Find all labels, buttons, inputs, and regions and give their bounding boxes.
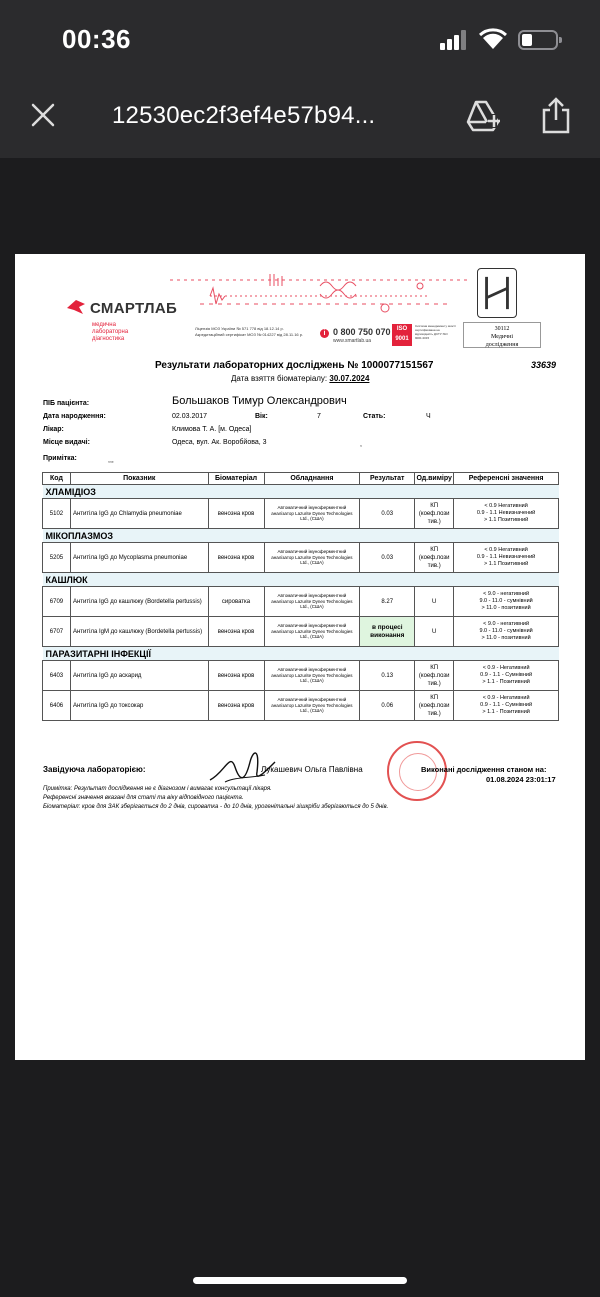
info-icon: i xyxy=(320,329,329,338)
iso-badge: ISO 9001 xyxy=(392,324,412,346)
website: www.smartlab.ua xyxy=(333,338,372,344)
table-row: 5205 Антитіла IgG до Mycoplasma pneumoniae венозна кров Автоматичний імуноферментний аналізатор Lazurite Dynex Technologies Ltd., (США) 0.03 КП (коеф.пози тив.) < 0.9 Негативний 0.9 - 1.1 Невизначений > 1.1 Позитивний xyxy=(43,543,559,573)
table-row: 6709 Антитіла IgG до кашлюку (Bordetella pertussis) сироватка Автоматичний імуноферментний аналізатор Lazurite Dynex Technologies Ltd., (США) 8.27 U < 9.0 - негативний 9.0 - 11.0 - сумнівний > 11.0 - позитивний xyxy=(43,587,559,617)
sample-date: Дата взяття біоматеріалу: 30.07.2024 xyxy=(231,374,370,383)
brand-subtitle: медична лабораторна діагностика xyxy=(92,322,129,342)
wifi-icon xyxy=(479,28,507,50)
table-row: 6707 Антитіла IgM до кашлюку (Bordetella pertussis) венозна кров Автоматичний імуноферментний аналізатор Lazurite Dynex Technologies Ltd., (США) в процесі виконання U < 9.0 - негативний 9.0 - 11.0 - сумнівний > 11.0 - позитивний xyxy=(43,617,559,647)
dob-label: Дата народження: xyxy=(43,413,106,420)
age-label: Вік: xyxy=(255,413,268,420)
doctor-label: Лікар: xyxy=(43,426,64,433)
group-row: ХЛАМІДІОЗ xyxy=(43,485,559,499)
status-time: 00:36 xyxy=(62,24,131,54)
col-test: Показник xyxy=(70,473,208,485)
place-label: Місце видачі: xyxy=(43,439,90,446)
share-icon[interactable] xyxy=(540,96,572,134)
report-title: Результати лабораторних досліджень № 1000077151567 xyxy=(155,360,434,371)
col-result: Результат xyxy=(360,473,415,485)
place-value: Одеса, вул. Ак. Воробйова, 3 xyxy=(172,439,267,446)
group-row: МІКОПЛАЗМОЗ xyxy=(43,529,559,543)
pending-result: в процесі виконання xyxy=(360,617,415,647)
table-row: 5102 Антитіла IgG до Chlamydia pneumoniae венозна кров Автоматичний імуноферментний аналізатор Lazurite Dynex Technologies Ltd., (США) 0.03 КП (коеф.пози тив.) < 0.9 Негативний 0.9 - 1.1 Невизначений > 1.1 Позитивний xyxy=(43,499,559,529)
group-row: ПАРАЗИТАРНІ ІНФЕКЦІЇ xyxy=(43,647,559,661)
file-title: 12530ec2f3ef4e57b94... xyxy=(112,102,376,129)
age-value: 7 xyxy=(317,413,321,420)
results-table xyxy=(42,472,559,721)
note-label: Примітка: xyxy=(43,455,77,462)
cellular-signal-icon xyxy=(440,30,468,50)
viewer-toolbar xyxy=(0,78,600,158)
col-unit: Од.виміру xyxy=(415,473,454,485)
decorative-lab-graphic xyxy=(170,272,470,314)
brand-name: СМАРТЛАБ xyxy=(90,300,178,317)
close-icon[interactable] xyxy=(30,102,56,128)
document-page xyxy=(15,254,585,1060)
patient-name-label: ПІБ пацієнта: xyxy=(43,400,90,407)
done-label: Виконані дослідження станом на: xyxy=(421,765,547,774)
group-row: КАШЛЮК xyxy=(43,573,559,587)
col-reference: Референсні значення xyxy=(454,473,559,485)
add-to-drive-icon[interactable] xyxy=(464,98,502,132)
smartlab-bird-icon xyxy=(65,296,87,318)
col-code: Код xyxy=(43,473,71,485)
done-value: 01.08.2024 23:01:17 xyxy=(486,775,556,784)
battery-icon xyxy=(518,30,558,50)
footer-notes: Примітка: Результат дослідження не є діагнозом і вимагає консультації лікаря. Референсні значення вказані для статі та віку відповідного пацієнта. Біоматеріал: кров для ЗАК зберігається до 2 днів, сироватка - до 10 днів, урогенітальні зішкріби зберігаються до 5 днів. xyxy=(43,786,389,810)
note-value: ,,, xyxy=(108,457,114,464)
dob-value: 02.03.2017 xyxy=(172,413,208,420)
status-bar xyxy=(0,0,600,78)
head-name: Лукашевич Ольга Павлівна xyxy=(261,765,363,774)
patient-name: Большаков Тимур Олександрович xyxy=(172,395,347,407)
hotline: i 0 800 750 070 xyxy=(320,327,391,338)
sex-label: Стать: xyxy=(363,413,386,420)
table-row: 6403 Антитіла IgG до аскарид венозна кров Автоматичний імуноферментний аналізатор Lazurite Dynex Technologies Ltd., (США) 0.13 КП (коеф.пози тив.) < 0.9 - Негативний 0.9 - 1.1 - Сумнівний > 1.1 - Позитивний xyxy=(43,661,559,691)
table-row: 6406 Антитіла IgG до токсокар венозна кров Автоматичний імуноферментний аналізатор Lazurite Dynex Technologies Ltd., (США) 0.06 КП (коеф.пози тив.) < 0.9 - Негативний 0.9 - 1.1 - Сумнівний > 1.1 - Позитивний xyxy=(43,691,559,721)
head-label: Завідуюча лабораторією: xyxy=(43,765,146,774)
col-equipment: Обладнання xyxy=(264,473,360,485)
col-biomaterial: Біоматеріал xyxy=(208,473,264,485)
place-extra: , xyxy=(360,441,362,448)
med-accreditation: 30112 Медичні дослідження xyxy=(463,322,541,348)
report-number: 33639 xyxy=(531,360,557,370)
home-indicator[interactable] xyxy=(193,1277,407,1284)
license-text: Ліцензія МОЗ України № 571 778 від 18.12.14 р. Акредитаційний сертифікат МОЗ № 014227 від 28.11.16 р. xyxy=(195,326,304,337)
sex-value: Ч xyxy=(426,413,431,420)
table-header-row xyxy=(43,473,559,485)
doctor-value: Климова Т. А. [м. Одеса] xyxy=(172,426,252,433)
lab-header xyxy=(15,254,585,354)
certification-logo-icon xyxy=(477,268,517,318)
iso-text: Система менеджменту якості сертифікована на відповідність ДСТУ ISO 9001:2015 xyxy=(415,324,456,340)
